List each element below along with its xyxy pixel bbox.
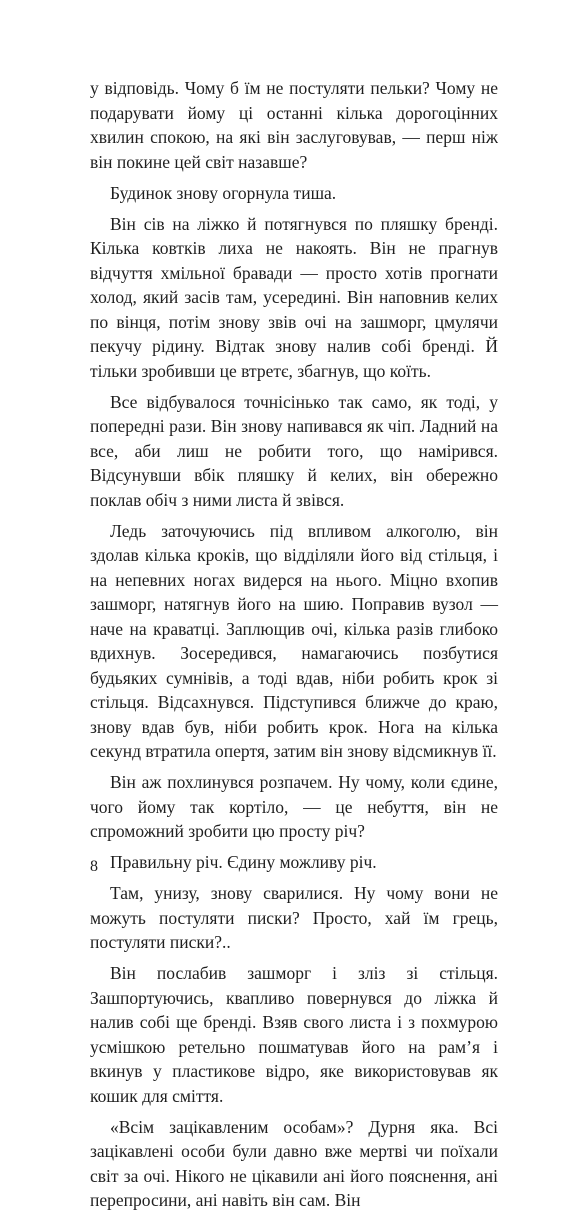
paragraph: Він послабив зашморг і зліз зі стільця. Зашпортуючись, квапливо повернувся до ліжка й налив собі ще бренді. Взяв свого листа і з похмурою усмішкою ретельно пошматував його на рам’я і вкинув у пластикове відро, яке використовував як кошик для сміття. bbox=[90, 963, 498, 1106]
paragraph: у відповідь. Чому б їм не постуляти пельки? Чому не подарувати йому ці останні кілька дорогоцінних хвилин спокою, на які він заслуговував, — перш ніж він покине цей світ назавше? bbox=[90, 78, 498, 172]
paragraph: «Всім зацікавленим особам»? Дурня яка. Всі зацікавлені особи були давно вже мертві чи поїхали світ за очі. Нікого не цікавили ані його пояснення, ані перепросини, ані навіть він сам. Він bbox=[90, 1116, 498, 1210]
paragraph: Ледь заточуючись під впливом алкоголю, він здолав кілька кроків, що відділяли його від стільця, і на непевних ногах видерся на нього. Міцно вхопив зашморг, натягнув його на шию. Поправив вузол — наче на краватці. Заплющив очі, кілька разів глибоко вдихнув. Зосередився, намагаючись позбутися будьяких сумнівів, а тоді вдав, ніби робить крок зі стільця. Відсахнувся. Підступився ближче до краю, знову вдав був, ніби робить крок. Нога на кілька секунд втратила опертя, затим він знову відсмикнув її. bbox=[90, 520, 498, 761]
body-text bbox=[90, 76, 498, 1219]
paragraph: Все відбувалося точнісінько так само, як тоді, у попередні рази. Він знову напивався як чіп. Ладний на все, аби лиш не робити того, що намірився. Відсунувши вбік пляшку й келих, він обережно поклав обіч з ними листа й звівся. bbox=[90, 391, 498, 510]
paragraph: Він аж похлинувся розпачем. Ну чому, коли єдине, чого йому так кортіло, — це небуття, він не спроможний зробити цю просту річ? bbox=[90, 772, 498, 841]
paragraph: Будинок знову огорнула тиша. bbox=[110, 182, 337, 203]
paragraph: Правильну річ. Єдину можливу річ. bbox=[110, 852, 377, 872]
paragraph: Він сів на ліжко й потягнувся по пляшку бренді. Кілька ковтків лиха не накоять. Він не прагнув відчуття хмільної бравади — просто хотів прогнати холод, який засів там, усередині. Він наповнив келих по вінця, потім знову звів очі на зашморг, цмулячи пекучу рідину. Відтак знову налив собі бренді. Й тільки зробивши це втретє, збагнув, що коїть. bbox=[90, 213, 498, 381]
paragraph: Там, унизу, знову сварилися. Ну чому вони не можуть постуляти писки? Просто, хай їм грець, постуляти писки?.. bbox=[90, 883, 498, 952]
page-number: 8 bbox=[90, 858, 98, 875]
